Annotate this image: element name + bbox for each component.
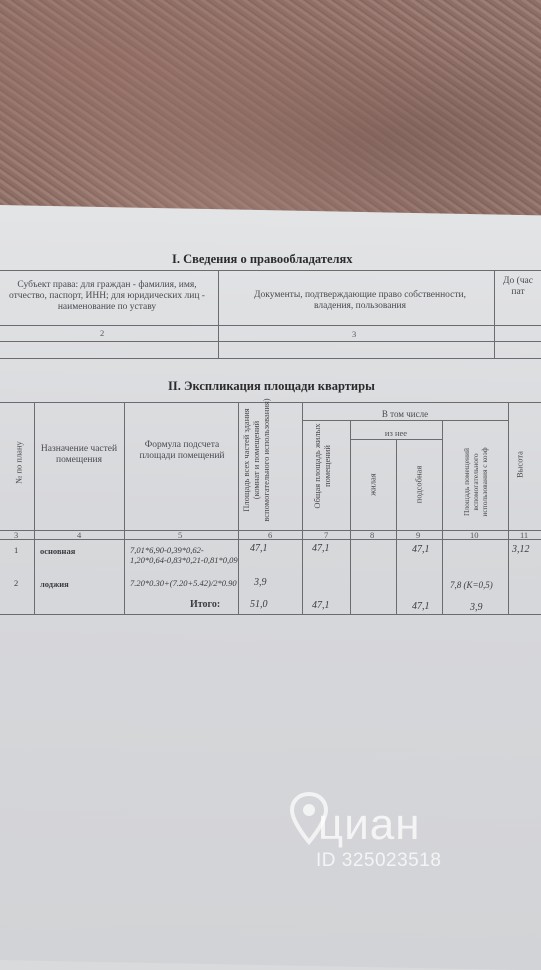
colnum-4: 4 (77, 530, 82, 540)
header-aux-area: Площадь помещений вспомогательного использования с коэф (462, 447, 489, 517)
header-num-plan: № по плану (13, 441, 24, 484)
header-auxiliary: подсобная (413, 465, 424, 504)
table1-divider-2 (494, 270, 495, 358)
section2-title: II. Экспликация площади квартиры (168, 379, 375, 393)
colnum-5: 5 (178, 530, 183, 540)
table1-documents-header: Документы, подтверждающие право собственности, владения, пользования (254, 290, 466, 311)
table1-top-border (0, 270, 541, 271)
header-formula: Формула подсчета площади помещений (139, 440, 225, 461)
watermark-id: ID 325023518 (316, 850, 442, 871)
table2-bottom-border (0, 614, 541, 615)
row1-auxiliary: 47,1 (412, 544, 430, 555)
row2-aux-area: 7,8 (К=0,5) (450, 580, 493, 590)
colnum-6: 6 (268, 530, 273, 540)
row2-formula: 7.20*0.30+(7.20+5.42)/2*0.90 (130, 578, 237, 588)
colnum-3: 3 (14, 530, 19, 540)
header-area-all: Площадь всех частей здания (комнат и помещений вспомогательного использования) (241, 398, 271, 522)
table1-num-row-bottom (0, 341, 541, 342)
colnum-10: 10 (470, 530, 479, 540)
table1-colnum-2: 2 (100, 328, 105, 338)
row1-purpose: основная (40, 546, 76, 556)
table2-col-div-1 (34, 402, 35, 614)
header-height: Высота (514, 451, 525, 478)
colnum-11: 11 (520, 530, 529, 540)
table1-header-bottom (0, 325, 541, 326)
row1-num: 1 (14, 545, 19, 555)
watermark-brand: циан (318, 800, 421, 849)
header-including: В том числе (381, 409, 429, 419)
table2-col-div-8 (508, 402, 509, 614)
colnum-9: 9 (416, 530, 421, 540)
colnum-7: 7 (324, 530, 329, 540)
row2-num: 2 (14, 578, 19, 588)
section1-title: I. Сведения о правообладателях (172, 252, 353, 266)
table2-col-div-5 (350, 420, 351, 614)
row1-total-living: 47,1 (312, 543, 330, 554)
table1-partial-header: До (час пат (503, 276, 533, 297)
header-total-living: Общая площадь жилых помещений (312, 423, 332, 509)
total-aux-area: 3,9 (470, 602, 483, 613)
carpet-background (0, 0, 541, 225)
table1-bottom-border (0, 358, 541, 359)
total-auxiliary: 47,1 (412, 601, 430, 612)
row1-area-all: 47,1 (250, 543, 268, 554)
total-label: Итого: (190, 599, 221, 610)
header-of-which: из нее (384, 428, 408, 438)
table1-subject-header: Субъект права: для граждан - фамилия, имя, отчество, паспорт, ИНН; для юридических лиц - наименование по уставу (9, 280, 205, 312)
row2-purpose: лоджия (40, 579, 69, 589)
table2-col-div-4 (302, 402, 303, 614)
table2-col-div-2 (124, 402, 125, 614)
row2-area-all: 3,9 (254, 577, 267, 588)
row1-formula: 7,01*6,90-0,39*0,62-1,20*0,64-0,83*0,21-0,81*0,09 (130, 545, 238, 565)
table2-col-div-6 (396, 439, 397, 614)
total-living-value: 47,1 (312, 600, 330, 611)
table1-colnum-3: 3 (352, 329, 357, 339)
header-purpose: Назначение частей помещения (40, 444, 118, 465)
row1-height: 3,12 (512, 544, 530, 555)
table2-col-div-7 (442, 420, 443, 614)
total-area-all: 51,0 (250, 599, 268, 610)
colnum-8: 8 (370, 530, 375, 540)
table1-divider-1 (218, 270, 219, 358)
table2-col-div-3 (238, 402, 239, 614)
header-living: жилая (367, 473, 378, 496)
